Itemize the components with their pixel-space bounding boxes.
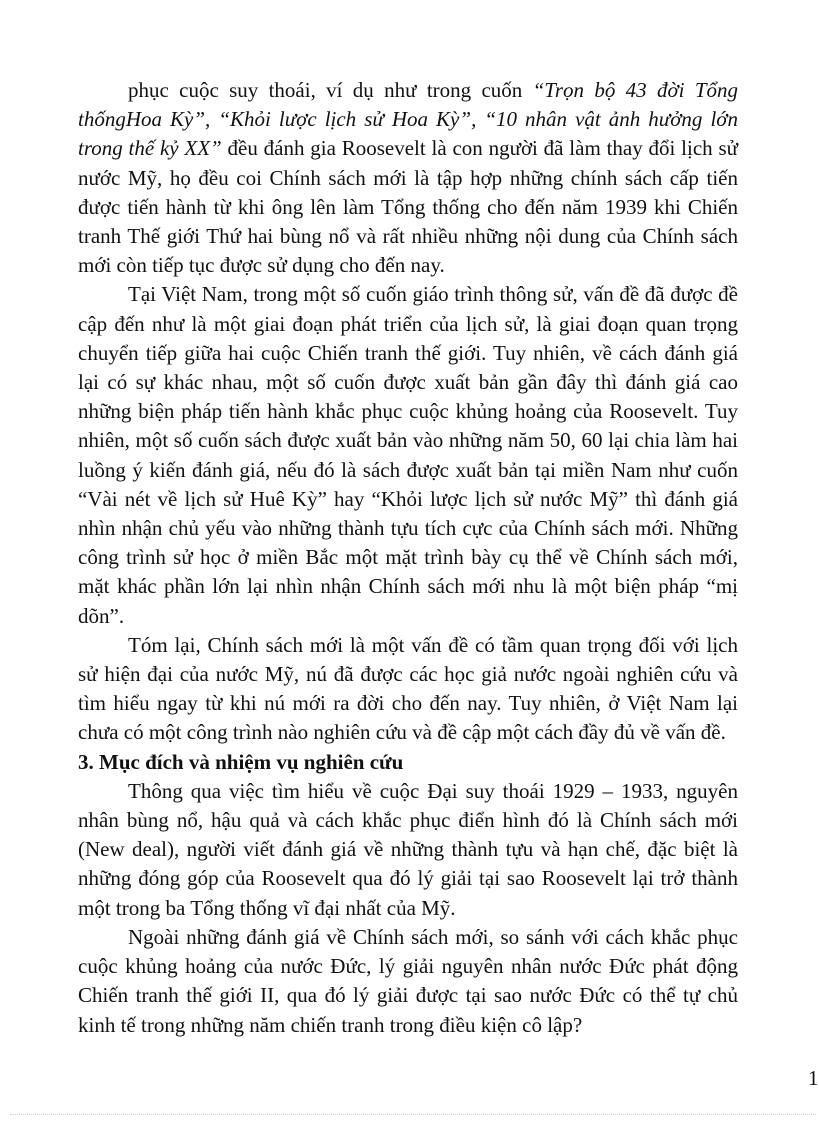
paragraph-lead-text: phục cuộc suy thoái, ví dụ như trong cuốn bbox=[128, 78, 533, 102]
paragraph-rest-text: đều đánh gia Roosevelt là con người đã làm thay đổi lịch sử nước Mỹ, họ đều coi Chính sách mới là tập hợp những chính sách cấp tiến được tiến hành từ khi ông lên làm Tổng thống cho đến năm 1939 khi Chiến tranh Thế giới Thứ hai bùng nổ và rất nhiều những nội dung của Chính sách mới còn tiếp tục được sử dụng cho đến nay. bbox=[78, 136, 738, 278]
paragraph-purpose: Thông qua việc tìm hiểu về cuộc Đại suy thoái 1929 – 1933, nguyên nhân bùng nổ, hậu quả và cách khắc phục điển hình đó là Chính sách mới (New deal), người viết đánh giá về những thành tựu và hạn chế, đặc biệt là những đóng góp của Roosevelt qua đó lý giải tại sao Roosevelt lại trở thành một trong ba Tổng thống vĩ đại nhất của Mỹ. bbox=[78, 778, 738, 920]
paragraph-vietnam-studies: Tại Việt Nam, trong một số cuốn giáo trình thông sử, vấn đề đã được đề cập đến như là một giai đoạn phát triển của lịch sử, là giai đoạn quan trọng chuyển tiếp giữa hai cuộc Chiến tranh thế giới. Tuy nhiên, về cách đánh giá lại có sự khác nhau, một số cuốn được xuất bản gần đây thì đánh giá cao những biện pháp tiến hành khắc phục cuộc khủng hoảng của Roosevelt. Tuy nhiên, một số cuốn sách được xuất bản vào những năm 50, 60 lại chia làm hai luồng ý kiến đánh giá, nếu đó là sách được xuất bản tại miền Nam như cuốn “Vài nét về lịch sử Huê Kỳ” hay “Khỏi lược lịch sử nước Mỹ” thì đánh giá nhìn nhận chủ yếu vào những thành tựu tích cực của Chính sách mới. Những công trình sử học ở miền Bắc một mặt trình bày cụ thể về Chính sách mới, mặt khác phần lớn lại nhìn nhận Chính sách mới nhu là một biện pháp “mị dõn”. bbox=[78, 282, 738, 628]
book-title-presidents: “Trọn bộ 43 đời Tổng thốngHoa Kỳ” bbox=[78, 78, 738, 132]
paragraph-summary: Tóm lại, Chính sách mới là một vấn đề có tầm quan trọng đối với lịch sử hiện đại của nước Mỹ, nú đã được các học giả nước ngoài nghiên cứu và tìm hiểu ngay từ khi nú mới ra đời cho đến nay. Tuy nhiên, ở Việt Nam lại chưa có một công trình nào nghiên cứu và đề cập một cách đầy đủ về vấn đề. bbox=[78, 632, 738, 745]
page-bottom-divider bbox=[10, 1114, 816, 1115]
page-number: 1 bbox=[808, 1066, 819, 1090]
document-page bbox=[78, 76, 738, 1040]
separator: , bbox=[205, 107, 219, 132]
section-heading: 3. Mục đích và nhiệm vụ nghiên cứu bbox=[78, 749, 404, 774]
paragraph-comparison: Ngoài những đánh giá về Chính sách mới, so sánh với cách khắc phục cuộc khủng hoảng của nước Đức, lý giải nguyên nhân nước Đức phát động Chiến tranh thế giới II, qua đó lý giải được tại sao nước Đức có thể tự chủ kinh tế trong những năm chiến tranh trong điều kiện cô lập? bbox=[78, 924, 738, 1037]
book-title-history-summary: “Khỏi lược lịch sử Hoa Kỳ” bbox=[218, 107, 472, 132]
separator: , bbox=[471, 107, 485, 132]
paragraph-literature-review bbox=[78, 76, 738, 280]
book-title-ten-figures: “10 nhân vật ảnh hưởng lớn trong thế kỷ XX” bbox=[78, 107, 739, 161]
